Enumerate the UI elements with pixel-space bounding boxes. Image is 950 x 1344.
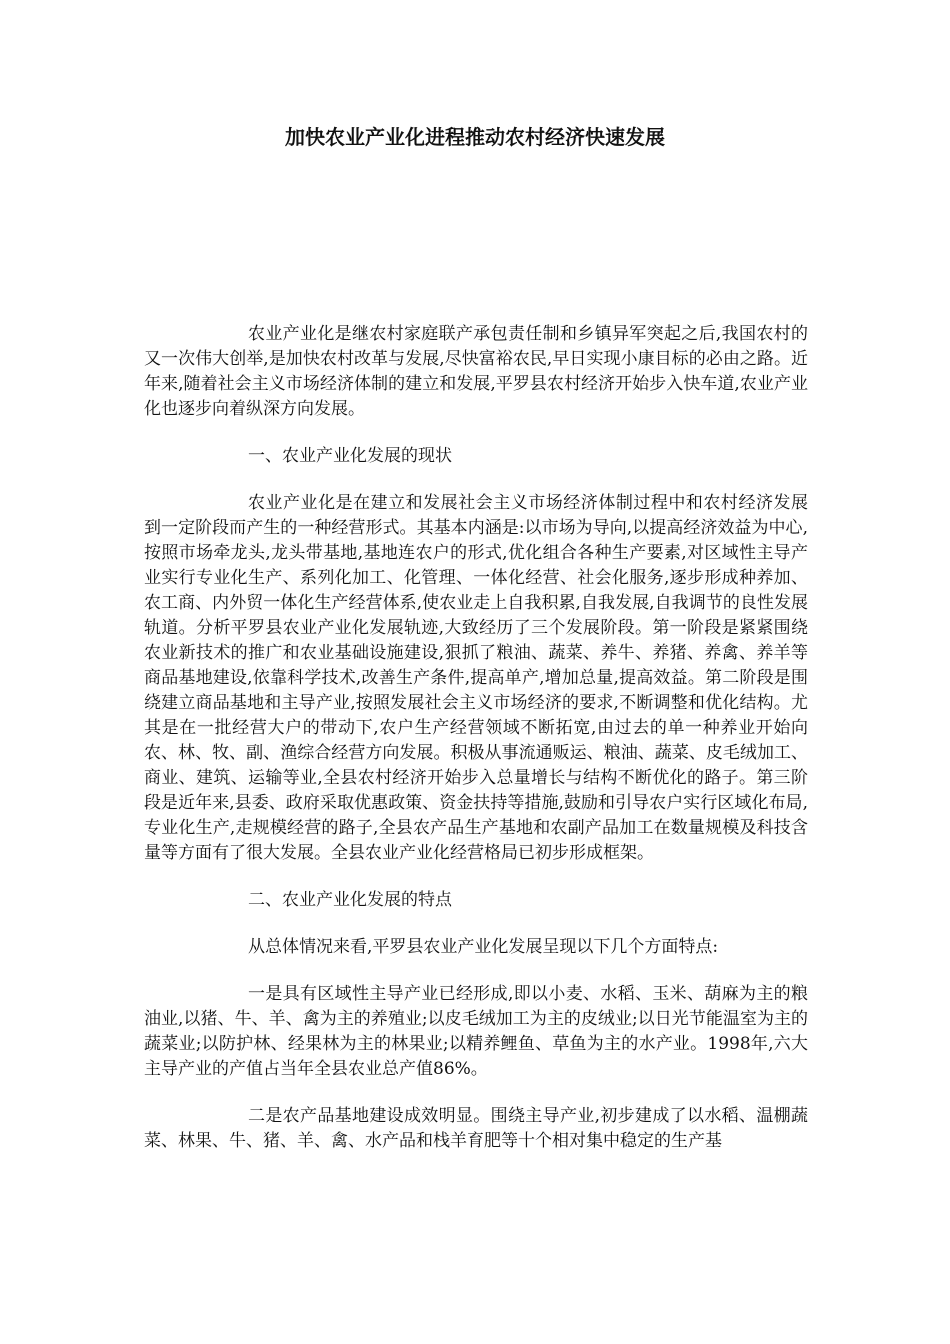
document-body: [144, 322, 808, 1176]
document-title: 加快农业产业化进程推动农村经济快速发展: [285, 125, 665, 149]
paragraph-feature-two: 二是农产品基地建设成效明显。围绕主导产业,初步建成了以水稻、温棚蔬菜、林果、牛、猪、羊、禽、水产品和栈羊育肥等十个相对集中稳定的生产基: [144, 1106, 808, 1151]
paragraph-feature-one: 一是具有区域性主导产业已经形成,即以小麦、水稻、玉米、葫麻为主的粮油业,以猪、牛、羊、禽为主的养殖业;以皮毛绒加工为主的皮绒业;以日光节能温室为主的蔬菜业;以防护林、经果林为主的林果业;以精养鲤鱼、草鱼为主的水产业。1998年,六大主导产业的产值占当年全县农业总产值86%。: [144, 984, 808, 1079]
paragraph-intro: 农业产业化是继农村家庭联产承包责任制和乡镇异军突起之后,我国农村的又一次伟大创举,是加快农村改革与发展,尽快富裕农民,早日实现小康目标的必由之路。近年来,随着社会主义市场经济体制的建立和发展,平罗县农村经济开始步入快车道,农业产业化也逐步向着纵深方向发展。: [144, 324, 808, 419]
section-heading-status: 一、农业产业化发展的现状: [248, 446, 452, 466]
paragraph-status: 农业产业化是在建立和发展社会主义市场经济体制过程中和农村经济发展到一定阶段而产生的一种经营形式。其基本内涵是:以市场为导向,以提高经济效益为中心,按照市场牵龙头,龙头带基地,基地连农户的形式,优化组合各种生产要素,对区域性主导产业实行专业化生产、系列化加工、化管理、一体化经营、社会化服务,逐步形成种养加、农工商、内外贸一体化生产经营体系,使农业走上自我积累,自我发展,自我调节的良性发展轨道。分析平罗县农业产业化发展轨迹,大致经历了三个发展阶段。第一阶段是紧紧围绕农业新技术的推广和农业基础设施建设,狠抓了粮油、蔬菜、养牛、养猪、养禽、养羊等商品基地建设,依靠科学技术,改善生产条件,提高单产,增加总量,提高效益。第二阶段是围绕建立商品基地和主导产业,按照发展社会主义市场经济的要求,不断调整和优化结构。尤其是在一批经营大户的带动下,农户生产经营领域不断拓宽,由过去的单一种养业开始向农、林、牧、副、渔综合经营方向发展。积极从事流通贩运、粮油、蔬菜、皮毛绒加工、商业、建筑、运输等业,全县农村经济开始步入总量增长与结构不断优化的路子。第三阶段是近年来,县委、政府采取优惠政策、资金扶持等措施,鼓励和引导农户实行区域化布局,专业化生产,走规模经营的路子,全县农产品生产基地和农副产品加工在数量规模及科技含量等方面有了很大发展。全县农业产业化经营格局已初步形成框架。: [144, 493, 808, 863]
paragraph-features-intro: 从总体情况来看,平罗县农业产业化发展呈现以下几个方面特点:: [248, 937, 719, 957]
section-heading-features: 二、农业产业化发展的特点: [248, 890, 452, 910]
